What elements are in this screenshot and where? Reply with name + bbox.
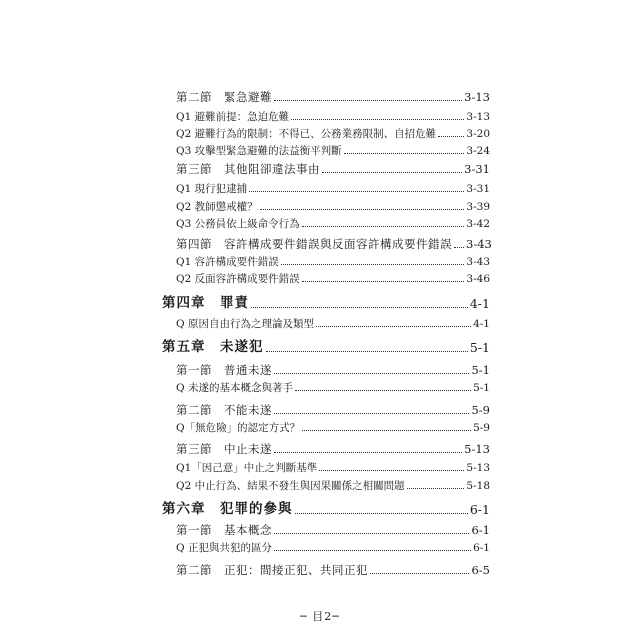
- toc-entry-page: 3-39: [466, 201, 490, 213]
- toc-leader-dots: [274, 533, 469, 534]
- toc-entry-page: 5-13: [466, 462, 490, 474]
- toc-entry-section: [176, 239, 490, 251]
- toc-leader-dots: [260, 209, 465, 210]
- toc-leader-dots: [274, 100, 462, 101]
- toc-entry-title: 第三節 其他阻卻違法事由: [176, 162, 320, 176]
- toc-entry-title: 第四節 容許構成要件錯誤與反面容許構成要件錯誤: [176, 237, 452, 251]
- toc-entry-title: Q1 容許構成要件錯誤: [176, 256, 279, 268]
- toc-entry-q: [176, 112, 490, 123]
- toc-entry-page: 4-1: [469, 296, 490, 311]
- toc-entry-q: [176, 481, 490, 492]
- toc-entry-q: [176, 319, 490, 330]
- toc-entry-page: 3-42: [466, 218, 490, 230]
- toc-leader-dots: [251, 307, 468, 308]
- toc-entry-page: 6-1: [473, 542, 490, 554]
- toc-leader-dots: [454, 247, 464, 248]
- toc-entry-title: Q2 中止行為、結果不發生與因果關係之相關問題: [176, 480, 405, 492]
- toc-entry-title: Q 原因自由行為之理論及類型: [176, 318, 314, 330]
- toc-entry-page: 5-9: [473, 422, 490, 434]
- toc-entry-section: [176, 525, 490, 537]
- toc-entry-title: Q 正犯與共犯的區分: [176, 542, 272, 554]
- toc-entry-chapter: [162, 503, 490, 517]
- toc-entry-page: 6-1: [469, 502, 490, 517]
- toc-entry-q: [176, 423, 490, 434]
- toc-entry-section: [176, 92, 490, 104]
- toc-entry-page: 3-43: [466, 237, 492, 251]
- toc-entry-q: [176, 383, 490, 394]
- toc-leader-dots: [291, 119, 464, 120]
- toc-entry-title: 第四章 罪責: [162, 295, 249, 311]
- toc-entry-page: 5-9: [471, 403, 490, 417]
- toc-leader-dots: [274, 413, 469, 414]
- toc-entry-title: 第六章 犯罪的參與: [162, 501, 293, 517]
- toc-entry-q: [176, 257, 490, 268]
- toc-entry-q: [176, 463, 490, 474]
- toc-entry-page: 5-18: [466, 480, 490, 492]
- toc-entry-title: Q 未遂的基本概念與著手: [176, 382, 293, 394]
- toc-leader-dots: [322, 172, 462, 173]
- toc-entry-title: Q1 避難前提：急迫危難: [176, 111, 290, 123]
- toc-leader-dots: [274, 550, 471, 551]
- toc-entry-title: 第一節 普通未遂: [176, 363, 272, 377]
- toc-entry-title: 第二節 緊急避難: [176, 90, 272, 104]
- toc-leader-dots: [302, 281, 465, 282]
- toc-entry-page: 3-20: [466, 128, 490, 140]
- toc-leader-dots: [316, 326, 471, 327]
- toc-entry-title: 第二節 不能未遂: [176, 403, 272, 417]
- toc-leader-dots: [281, 264, 465, 265]
- toc-entry-title: Q3 攻擊型緊急避難的法益衡平判斷: [176, 145, 342, 157]
- toc-leader-dots: [407, 488, 465, 489]
- toc-leader-dots: [319, 470, 464, 471]
- toc-leader-dots: [302, 226, 465, 227]
- toc-entry-section: [176, 164, 490, 176]
- toc-entry-q: [176, 146, 490, 157]
- toc-leader-dots: [344, 153, 465, 154]
- toc-leader-dots: [295, 390, 471, 391]
- toc-leader-dots: [274, 373, 469, 374]
- toc-entry-title: Q1 現行犯逮捕: [176, 183, 248, 195]
- toc-entry-title: 第五章 未遂犯: [162, 339, 264, 355]
- toc-entry-chapter: [162, 341, 490, 355]
- toc-entry-page: 6-1: [471, 523, 490, 537]
- toc-entry-section: [176, 565, 490, 577]
- toc-entry-q: [176, 129, 490, 140]
- toc-entry-page: 3-46: [466, 273, 490, 285]
- toc-entry-chapter: [162, 297, 490, 311]
- toc-entry-title: Q2 避難行為的限制：不得已、公務業務限制、自招危難: [176, 128, 437, 140]
- toc-entry-title: 第二節 正犯：間接正犯、共同正犯: [176, 563, 368, 577]
- toc-entry-page: 5-1: [471, 363, 490, 377]
- toc-leader-dots: [266, 351, 468, 352]
- toc-entry-q: [176, 274, 490, 285]
- toc-entry-page: 4-1: [473, 318, 490, 330]
- toc-entry-title: 第一節 基本概念: [176, 523, 272, 537]
- toc-entry-q: [176, 219, 490, 230]
- toc-entry-page: 6-5: [471, 563, 490, 577]
- toc-entry-title: Q1「因己意」中止之判斷基準: [176, 462, 318, 474]
- toc-entry-page: 3-13: [466, 111, 490, 123]
- toc-entry-title: Q3 公務員依上級命令行為: [176, 218, 300, 230]
- toc-leader-dots: [295, 513, 468, 514]
- toc-entry-page: 3-31: [464, 162, 490, 176]
- toc-entry-page: 5-1: [469, 340, 490, 355]
- toc-entry-title: Q2 反面容許構成要件錯誤: [176, 273, 300, 285]
- toc-entry-q: [176, 543, 490, 554]
- toc-entry-title: 第三節 中止未遂: [176, 442, 272, 456]
- toc-entry-page: 3-31: [466, 183, 490, 195]
- toc-entry-section: [176, 365, 490, 377]
- toc-entry-page: 3-43: [466, 256, 490, 268]
- toc-entry-page: 3-24: [466, 145, 490, 157]
- toc-leader-dots: [249, 191, 464, 192]
- toc-entry-q: [176, 202, 490, 213]
- toc-entry-q: [176, 184, 490, 195]
- toc-leader-dots: [370, 573, 469, 574]
- toc-entry-section: [176, 405, 490, 417]
- toc-leader-dots: [274, 452, 462, 453]
- page-footer: ─ 目2─: [300, 610, 340, 623]
- toc-entry-section: [176, 444, 490, 456]
- toc-leader-dots: [302, 430, 471, 431]
- toc-leader-dots: [438, 136, 464, 137]
- toc-entry-page: 5-1: [473, 382, 490, 394]
- toc-entry-page: 3-13: [464, 90, 490, 104]
- toc-entry-title: Q「無危險」的認定方式？: [176, 422, 301, 434]
- toc-entry-page: 5-13: [464, 442, 490, 456]
- toc-entry-title: Q2 教師懲戒權？: [176, 201, 258, 213]
